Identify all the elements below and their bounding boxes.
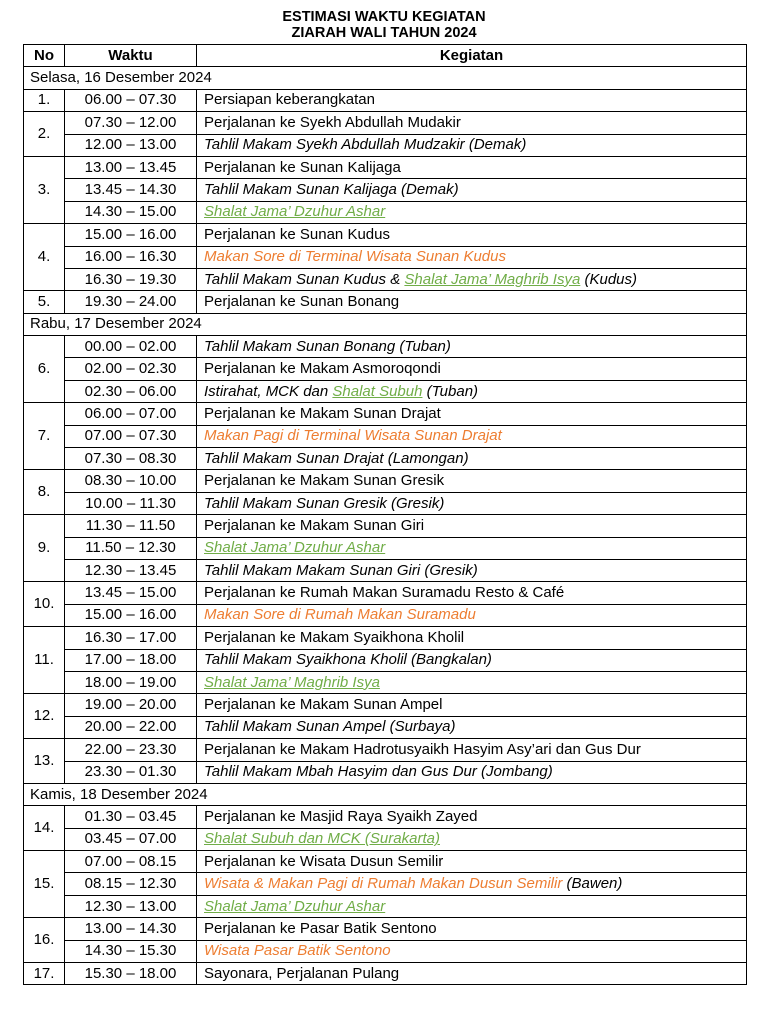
table-row [24, 403, 747, 425]
time-cell: 16.30 – 17.00 [65, 627, 197, 649]
activity-text-italic: Tahlil Makam Syaikhona Kholil (Bangkalan) [204, 651, 492, 669]
table-row [24, 940, 747, 962]
table-row [24, 604, 747, 626]
activity-cell [197, 448, 747, 470]
activity-cell [197, 425, 747, 447]
time-cell: 07.30 – 08.30 [65, 448, 197, 470]
day-header-row [24, 783, 747, 805]
activity-text-italic: Tahlil Makam Syekh Abdullah Mudzakir (Demak) [204, 136, 527, 154]
activity-cell [197, 112, 747, 134]
row-number: 9. [24, 515, 65, 582]
meal-activity-text: Makan Sore di Rumah Makan Suramadu [204, 606, 476, 624]
table-row [24, 895, 747, 917]
activity-cell [197, 156, 747, 178]
activity-text: Perjalanan ke Makam Sunan Ampel [204, 696, 443, 714]
activity-text: Perjalanan ke Wisata Dusun Semilir [204, 852, 444, 870]
activity-cell [197, 828, 747, 850]
time-cell: 17.00 – 18.00 [65, 649, 197, 671]
meal-activity-text: Wisata & Makan Pagi di Rumah Makan Dusun Semilir [204, 875, 563, 893]
time-cell: 15.00 – 16.00 [65, 224, 197, 246]
table-row [24, 806, 747, 828]
time-cell: 01.30 – 03.45 [65, 806, 197, 828]
activity-cell [197, 134, 747, 156]
row-number: 12. [24, 694, 65, 739]
activity-cell [197, 604, 747, 626]
table-row [24, 448, 747, 470]
activity-text-italic: Tahlil Makam Sunan Drajat (Lamongan) [204, 449, 469, 467]
activity-text: Sayonara, Perjalanan Pulang [204, 964, 400, 982]
document-title-line-1: ESTIMASI WAKTU KEGIATAN [282, 9, 486, 25]
header-activity: Kegiatan [197, 45, 747, 67]
activity-cell [197, 492, 747, 514]
time-cell: 20.00 – 22.00 [65, 716, 197, 738]
time-cell: 16.30 – 19.30 [65, 268, 197, 290]
row-number: 13. [24, 739, 65, 784]
row-number: 10. [24, 582, 65, 627]
activity-text: Perjalanan ke Makam Hadrotusyaikh Hasyim Asy’ari dan Gus Dur [204, 740, 641, 758]
activity-cell [197, 537, 747, 559]
table-row [24, 246, 747, 268]
table-row [24, 739, 747, 761]
activity-text: Perjalanan ke Sunan Kalijaga [204, 158, 401, 176]
activity-text-italic: Tahlil Makam Sunan Kudus & [204, 270, 405, 288]
row-number: 14. [24, 806, 65, 851]
time-cell: 22.00 – 23.30 [65, 739, 197, 761]
activity-text-italic: Istirahat, MCK dan [204, 382, 333, 400]
time-cell: 15.30 – 18.00 [65, 963, 197, 985]
table-row [24, 761, 747, 783]
table-row [24, 963, 747, 985]
activity-cell [197, 559, 747, 581]
time-cell: 12.30 – 13.00 [65, 895, 197, 917]
time-cell: 07.00 – 07.30 [65, 425, 197, 447]
activity-cell [197, 940, 747, 962]
activity-text-italic: (Tuban) [422, 382, 479, 400]
table-row [24, 470, 747, 492]
time-cell: 03.45 – 07.00 [65, 828, 197, 850]
row-number: 3. [24, 156, 65, 223]
schedule-body [24, 67, 747, 985]
time-cell: 12.30 – 13.45 [65, 559, 197, 581]
activity-cell [197, 582, 747, 604]
table-row [24, 380, 747, 402]
activity-text-italic: Tahlil Makam Sunan Ampel (Surbaya) [204, 718, 456, 736]
activity-text: Perjalanan ke Makam Sunan Gresik [204, 472, 445, 490]
time-cell: 00.00 – 02.00 [65, 336, 197, 358]
table-row [24, 201, 747, 223]
activity-cell [197, 918, 747, 940]
activity-text-italic: Tahlil Makam Mbah Hasyim dan Gus Dur (Jombang) [204, 763, 553, 781]
activity-text-italic: Tahlil Makam Sunan Kalijaga (Demak) [204, 181, 459, 199]
activity-text-italic: Tahlil Makam Makam Sunan Giri (Gresik) [204, 561, 478, 579]
row-number: 17. [24, 963, 65, 985]
table-row [24, 828, 747, 850]
time-cell: 10.00 – 11.30 [65, 492, 197, 514]
document-title-line-2: ZIARAH WALI TAHUN 2024 [291, 25, 477, 41]
table-row [24, 627, 747, 649]
time-cell: 14.30 – 15.30 [65, 940, 197, 962]
table-row [24, 537, 747, 559]
time-cell: 11.30 – 11.50 [65, 515, 197, 537]
activity-cell [197, 291, 747, 313]
time-cell: 02.30 – 06.00 [65, 380, 197, 402]
activity-cell [197, 246, 747, 268]
activity-text: Perjalanan ke Makam Sunan Giri [204, 516, 425, 534]
activity-cell [197, 89, 747, 111]
day-header-row [24, 313, 747, 335]
meal-activity-text: Makan Pagi di Terminal Wisata Sunan Drajat [204, 427, 502, 445]
table-row [24, 156, 747, 178]
prayer-link[interactable]: Shalat Subuh dan MCK (Surakarta) [204, 830, 440, 848]
row-number: 2. [24, 112, 65, 157]
table-row [24, 179, 747, 201]
time-cell: 08.30 – 10.00 [65, 470, 197, 492]
time-cell: 06.00 – 07.30 [65, 89, 197, 111]
table-row [24, 649, 747, 671]
activity-text: Perjalanan ke Syekh Abdullah Mudakir [204, 113, 461, 131]
time-cell: 14.30 – 15.00 [65, 201, 197, 223]
activity-text: Perjalanan ke Rumah Makan Suramadu Resto & Café [204, 584, 565, 602]
activity-cell [197, 739, 747, 761]
activity-cell [197, 627, 747, 649]
time-cell: 13.45 – 15.00 [65, 582, 197, 604]
table-row [24, 671, 747, 693]
time-cell: 02.00 – 02.30 [65, 358, 197, 380]
activity-cell [197, 716, 747, 738]
activity-text: Perjalanan ke Sunan Bonang [204, 292, 400, 310]
meal-activity-text: Makan Sore di Terminal Wisata Sunan Kudus [204, 248, 506, 266]
table-row [24, 112, 747, 134]
time-cell: 11.50 – 12.30 [65, 537, 197, 559]
row-number: 5. [24, 291, 65, 313]
activity-text: Perjalanan ke Makam Sunan Drajat [204, 404, 441, 422]
activity-cell [197, 963, 747, 985]
table-row [24, 582, 747, 604]
time-cell: 18.00 – 19.00 [65, 671, 197, 693]
prayer-link[interactable]: Shalat Jama’ Maghrib Isya [404, 270, 581, 288]
activity-cell [197, 649, 747, 671]
table-header-row [24, 45, 747, 67]
row-number: 4. [24, 224, 65, 291]
activity-cell [197, 336, 747, 358]
table-row [24, 492, 747, 514]
activity-text: Perjalanan ke Makam Asmoroqondi [204, 360, 441, 378]
activity-cell [197, 268, 747, 290]
time-cell: 16.00 – 16.30 [65, 246, 197, 268]
table-row [24, 224, 747, 246]
prayer-link[interactable]: Shalat Subuh [332, 382, 423, 400]
activity-text: Perjalanan ke Sunan Kudus [204, 225, 390, 243]
table-row [24, 358, 747, 380]
activity-text: Perjalanan ke Makam Syaikhona Kholil [204, 628, 465, 646]
row-number: 1. [24, 89, 65, 111]
header-no: No [24, 45, 65, 67]
activity-cell [197, 403, 747, 425]
meal-activity-text: Wisata Pasar Batik Sentono [204, 942, 391, 960]
activity-cell [197, 806, 747, 828]
activity-text-italic: (Kudus) [580, 270, 638, 288]
activity-cell [197, 380, 747, 402]
header-time: Waktu [65, 45, 197, 67]
time-cell: 08.15 – 12.30 [65, 873, 197, 895]
activity-text-italic: (Bawen) [562, 875, 623, 893]
time-cell: 23.30 – 01.30 [65, 761, 197, 783]
prayer-link[interactable]: Shalat Jama’ Dzuhur Ashar [204, 203, 386, 221]
activity-cell [197, 694, 747, 716]
prayer-link[interactable]: Shalat Jama’ Dzuhur Ashar [204, 539, 386, 557]
time-cell: 19.30 – 24.00 [65, 291, 197, 313]
activity-cell [197, 358, 747, 380]
row-number: 6. [24, 336, 65, 403]
table-row [24, 291, 747, 313]
table-row [24, 515, 747, 537]
day-header-row [24, 67, 747, 89]
activity-cell [197, 851, 747, 873]
day-label: Rabu, 17 Desember 2024 [24, 313, 747, 335]
activity-cell [197, 895, 747, 917]
activity-cell [197, 515, 747, 537]
table-row [24, 89, 747, 111]
activity-text: Perjalanan ke Masjid Raya Syaikh Zayed [204, 807, 478, 825]
row-number: 16. [24, 918, 65, 963]
time-cell: 12.00 – 13.00 [65, 134, 197, 156]
table-row [24, 268, 747, 290]
table-row [24, 336, 747, 358]
time-cell: 13.45 – 14.30 [65, 179, 197, 201]
prayer-link[interactable]: Shalat Jama’ Dzuhur Ashar [204, 897, 386, 915]
day-label: Kamis, 18 Desember 2024 [24, 783, 747, 805]
activity-text: Persiapan keberangkatan [204, 91, 375, 109]
time-cell: 15.00 – 16.00 [65, 604, 197, 626]
time-cell: 13.00 – 13.45 [65, 156, 197, 178]
activity-text-italic: Tahlil Makam Sunan Gresik (Gresik) [204, 494, 445, 512]
activity-text-italic: Tahlil Makam Sunan Bonang (Tuban) [204, 337, 451, 355]
row-number: 7. [24, 403, 65, 470]
time-cell: 07.30 – 12.00 [65, 112, 197, 134]
day-label: Selasa, 16 Desember 2024 [24, 67, 747, 89]
time-cell: 19.00 – 20.00 [65, 694, 197, 716]
activity-cell [197, 201, 747, 223]
activity-cell [197, 873, 747, 895]
table-row [24, 694, 747, 716]
time-cell: 13.00 – 14.30 [65, 918, 197, 940]
activity-text: Perjalanan ke Pasar Batik Sentono [204, 919, 437, 937]
row-number: 11. [24, 627, 65, 694]
activity-cell [197, 470, 747, 492]
table-row [24, 559, 747, 581]
time-cell: 07.00 – 08.15 [65, 851, 197, 873]
table-row [24, 873, 747, 895]
schedule-table [23, 44, 747, 985]
table-row [24, 851, 747, 873]
table-row [24, 716, 747, 738]
prayer-link[interactable]: Shalat Jama’ Maghrib Isya [204, 673, 380, 691]
activity-cell [197, 761, 747, 783]
row-number: 8. [24, 470, 65, 515]
table-row [24, 425, 747, 447]
time-cell: 06.00 – 07.00 [65, 403, 197, 425]
activity-cell [197, 179, 747, 201]
row-number: 15. [24, 851, 65, 918]
activity-cell [197, 224, 747, 246]
table-row [24, 918, 747, 940]
table-row [24, 134, 747, 156]
activity-cell [197, 671, 747, 693]
